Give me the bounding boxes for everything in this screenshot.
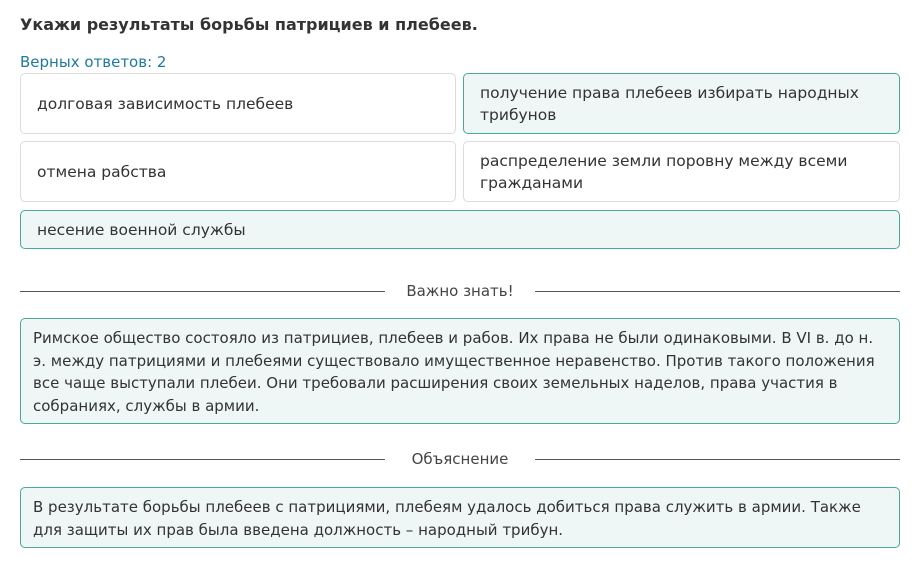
explanation-divider bbox=[20, 448, 900, 470]
answer-option-label: отмена рабства bbox=[37, 162, 167, 181]
divider-line bbox=[535, 459, 900, 460]
answer-option-label: получение права плебеев избирать народных трибунов bbox=[480, 83, 859, 124]
important-divider bbox=[20, 280, 900, 302]
question-title: Укажи результаты борьбы патрициев и плебеев. bbox=[20, 15, 478, 34]
answer-option-debt-dependence[interactable] bbox=[20, 73, 456, 134]
correct-answers-count: Верных ответов: 2 bbox=[20, 53, 167, 71]
answer-option-label: распределение земли поровну между всеми гражданами bbox=[480, 151, 848, 192]
answer-option-tribunes[interactable] bbox=[463, 73, 900, 134]
answer-option-abolition-slavery[interactable] bbox=[20, 141, 456, 202]
answer-option-military-service[interactable] bbox=[20, 210, 900, 249]
divider-line bbox=[20, 459, 385, 460]
important-panel bbox=[20, 318, 900, 424]
answer-option-label: несение военной службы bbox=[37, 220, 246, 239]
explanation-title: Объяснение bbox=[411, 450, 509, 468]
important-title: Важно знать! bbox=[406, 282, 514, 300]
explanation-panel bbox=[20, 487, 900, 548]
answer-option-land-distribution[interactable] bbox=[463, 141, 900, 202]
divider-line bbox=[535, 291, 900, 292]
important-text: Римское общество состояло из патрициев, плебеев и рабов. Их права не были одинаковыми. В VI в. до н. э. между патрициями и плебеями существовало имущественное неравенство. Против такого положения все чаще выступали плебеи. Они требовали расширения своих земельных наделов, права участия в собраниях, службы в армии. bbox=[33, 329, 875, 415]
divider-line bbox=[20, 291, 385, 292]
answer-option-label: долговая зависимость плебеев bbox=[37, 94, 294, 113]
explanation-text: В результате борьбы плебеев с патрициями, плебеям удалось добиться права служить в армии. Также для защиты их прав была введена должность – народный трибун. bbox=[33, 498, 861, 539]
